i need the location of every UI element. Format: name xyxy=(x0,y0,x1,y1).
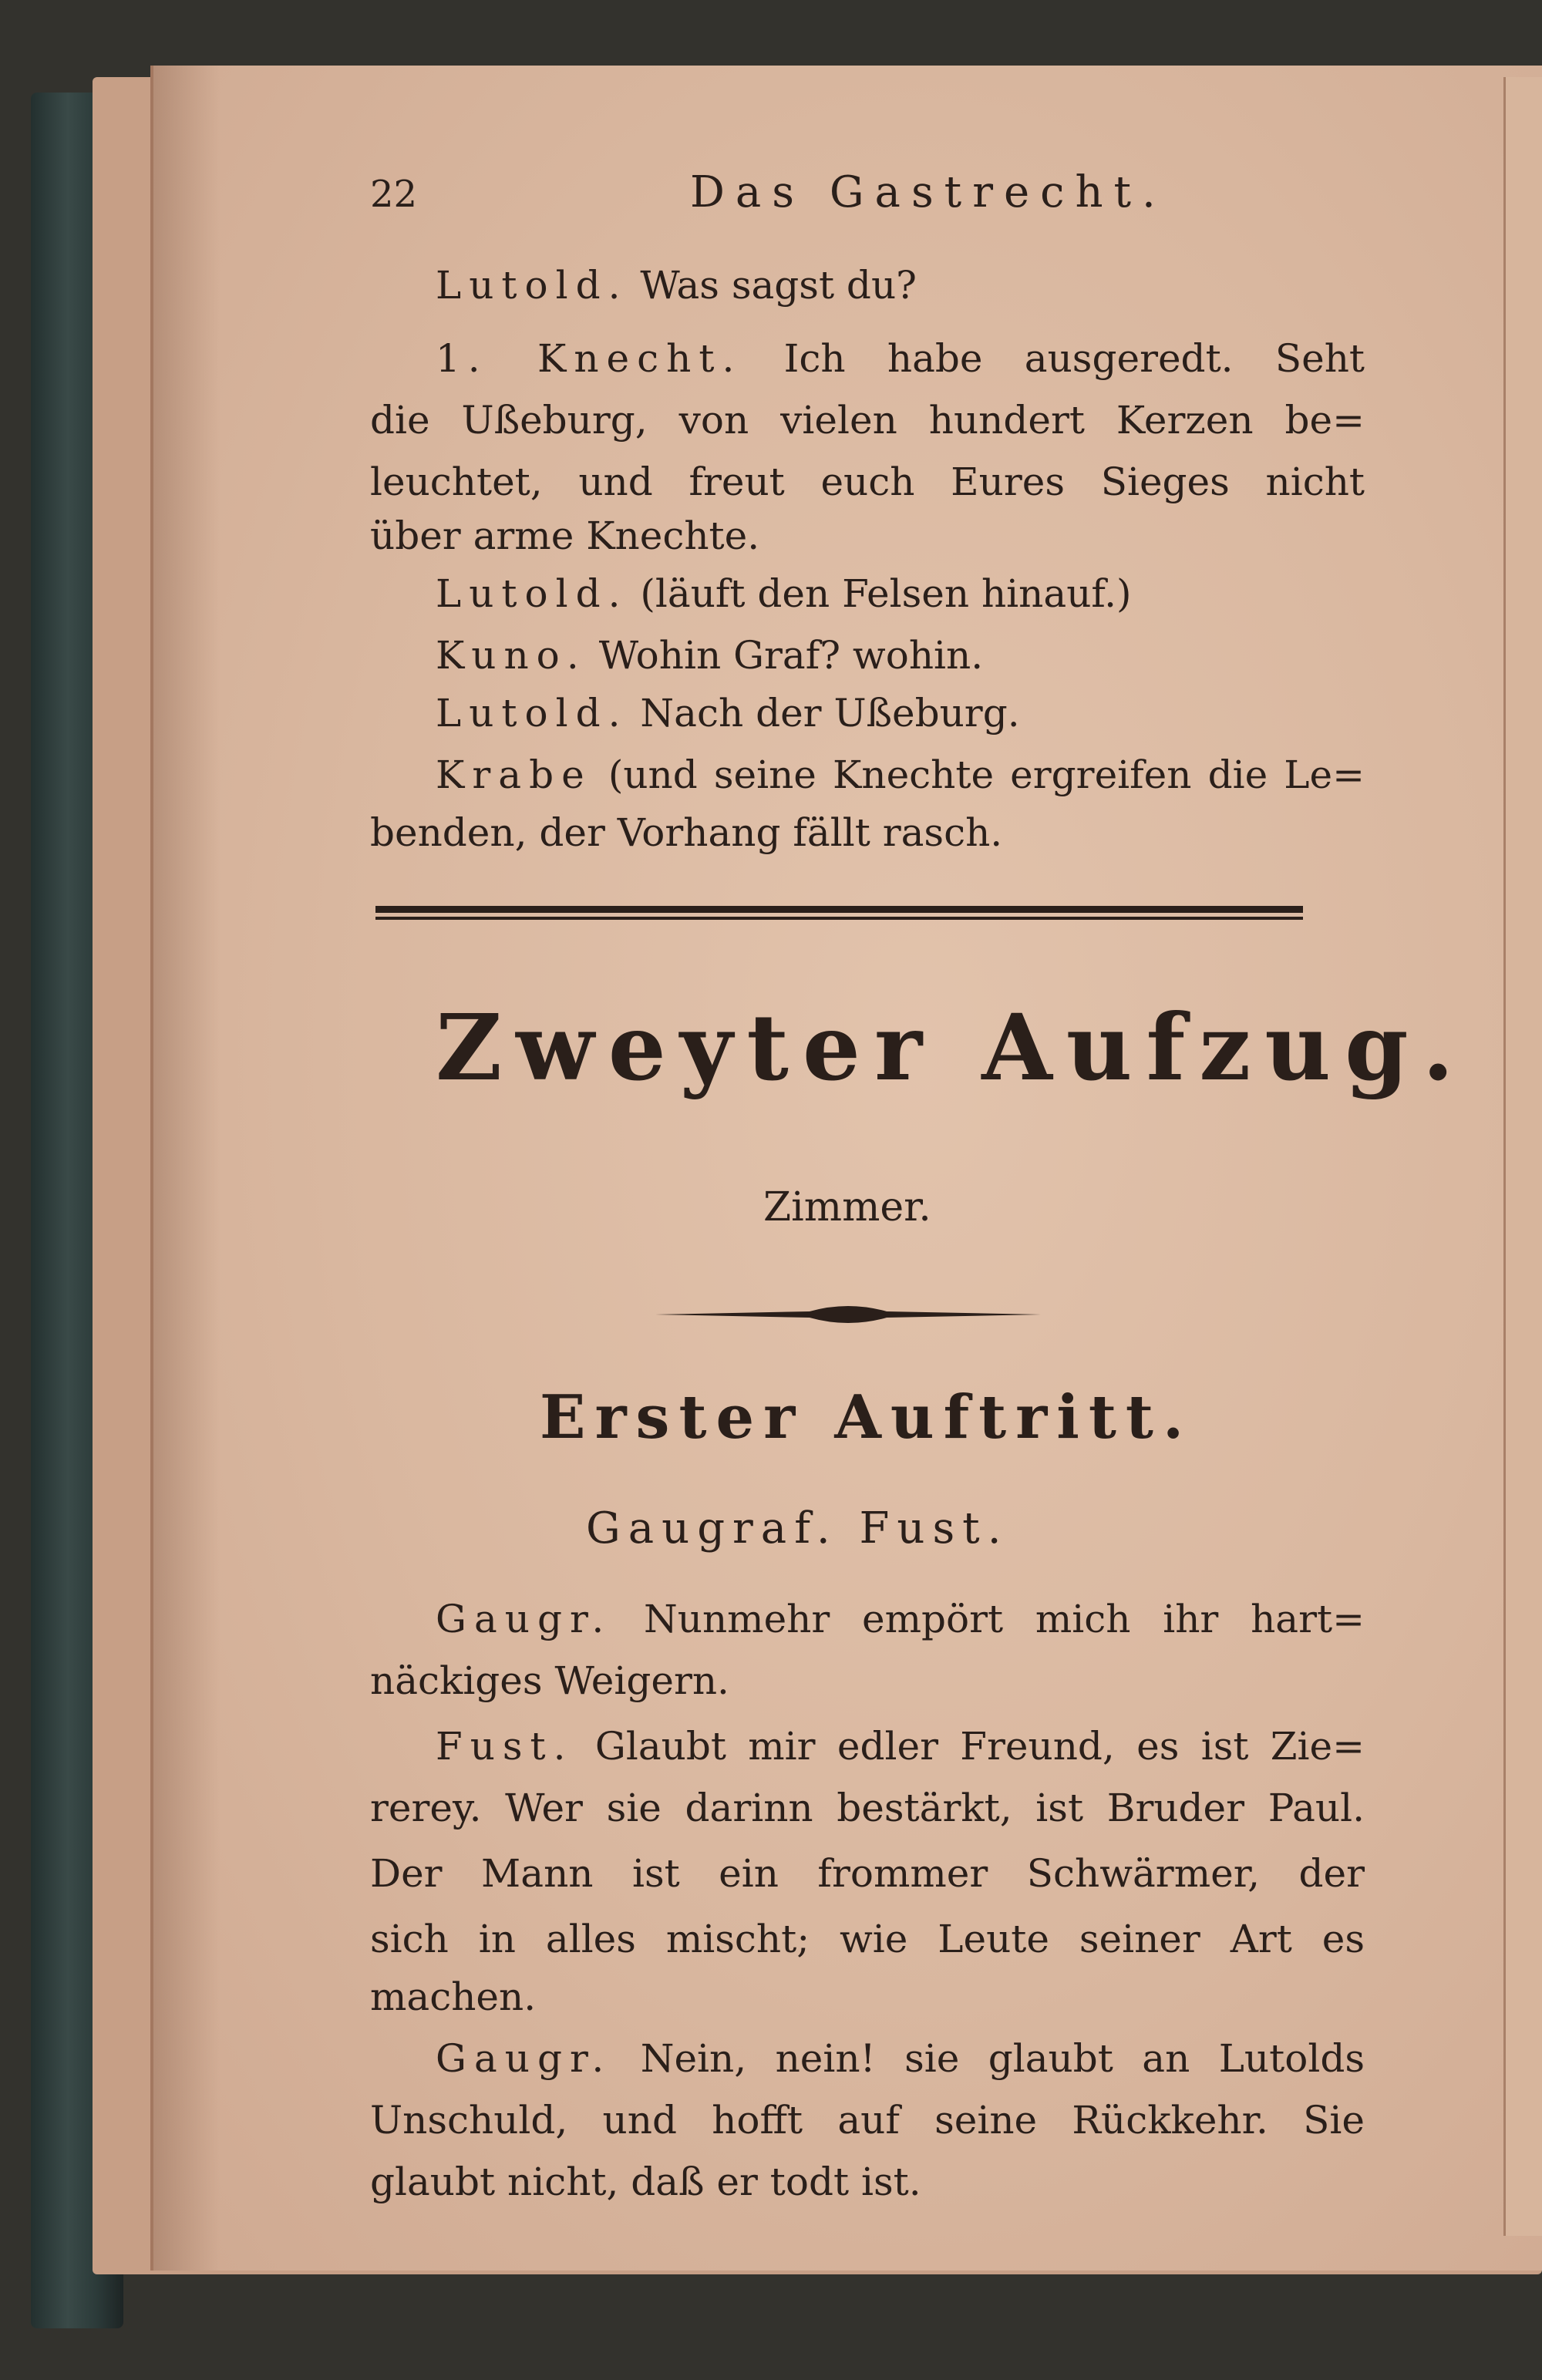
text-line: benden, der Vorhang fällt rasch. xyxy=(370,810,1003,855)
speaker-name: Lutold. xyxy=(436,691,628,736)
speech-text: die Ußeburg, von vielen hundert Kerzen be= xyxy=(370,398,1365,443)
ornament-divider-icon xyxy=(655,1299,1041,1330)
text-line xyxy=(370,398,1365,443)
text-line: über arme Knechte. xyxy=(370,513,760,558)
speech-text: Glaubt mir edler Freund, es ist Zie= xyxy=(594,1724,1365,1769)
stage-direction: (läuft den Felsen hinauf.) xyxy=(640,571,1132,616)
speech-text: rerey. Wer sie darinn bestärkt, ist Bruder Paul. xyxy=(370,1786,1365,1830)
scene-persons: Gaugraf. Fust. xyxy=(586,1503,1009,1554)
speech-text: sich in alles mischt; wie Leute seiner Art es xyxy=(370,1917,1365,1961)
stage-direction: (und seine Knechte ergreifen die Le= xyxy=(608,752,1365,797)
speech-text: Ich habe ausgeredt. Seht xyxy=(783,336,1365,381)
page-number: 22 xyxy=(370,173,418,216)
speaker-name: Krabe xyxy=(436,752,592,797)
speech-text: Nein, nein! sie glaubt an Lutolds xyxy=(640,2036,1365,2081)
text-line xyxy=(370,1917,1365,1961)
speaker-name: Fust. xyxy=(436,1724,574,1769)
text-line xyxy=(436,1724,1365,1769)
speaker-name: Lutold. xyxy=(436,571,628,616)
speaker-name: Kuno. xyxy=(436,633,587,678)
text-line: machen. xyxy=(370,1974,537,2019)
scene-title: Erster Auftritt. xyxy=(540,1382,1194,1453)
text-line: näckiges Weigern. xyxy=(370,1658,729,1703)
text-line xyxy=(436,336,1365,381)
double-rule-divider xyxy=(375,906,1303,923)
facing-page-edge xyxy=(1503,77,1542,2236)
speech-text: Wohin Graf? wohin. xyxy=(598,633,984,678)
speech-text: Nunmehr empört mich ihr hart= xyxy=(644,1597,1365,1641)
text-line xyxy=(436,263,917,308)
act-setting: Zimmer. xyxy=(763,1184,931,1230)
text-line xyxy=(370,1786,1365,1830)
text-line xyxy=(436,1597,1365,1641)
act-title: Zweyter Aufzug. xyxy=(436,994,1468,1101)
speech-text: Unschuld, und hofft auf seine Rückkehr. Sie xyxy=(370,2098,1365,2143)
text-line xyxy=(436,2036,1365,2081)
text-line xyxy=(436,571,1132,616)
speech-text: Der Mann ist ein frommer Schwärmer, der xyxy=(370,1851,1365,1896)
text-line xyxy=(436,752,1365,797)
speech-text: Nach der Ußeburg. xyxy=(640,691,1020,736)
speech-text: leuchtet, und freut euch Eures Sieges nicht xyxy=(370,460,1365,504)
text-line xyxy=(370,2098,1365,2143)
gutter-shadow xyxy=(150,66,220,2271)
text-line: glaubt nicht, daß er todt ist. xyxy=(370,2160,921,2204)
running-head: Das Gastrecht. xyxy=(690,167,1167,217)
text-line xyxy=(370,1851,1365,1896)
speaker-name: Lutold. xyxy=(436,263,628,308)
speaker-name: Gaugr. xyxy=(436,1597,612,1641)
speaker-name: Gaugr. xyxy=(436,2036,612,2081)
text-line xyxy=(370,460,1365,504)
text-line xyxy=(436,691,1020,736)
speaker-name: 1. Knecht. xyxy=(436,336,742,381)
speech-text: Was sagst du? xyxy=(640,263,917,308)
text-line xyxy=(436,633,984,678)
